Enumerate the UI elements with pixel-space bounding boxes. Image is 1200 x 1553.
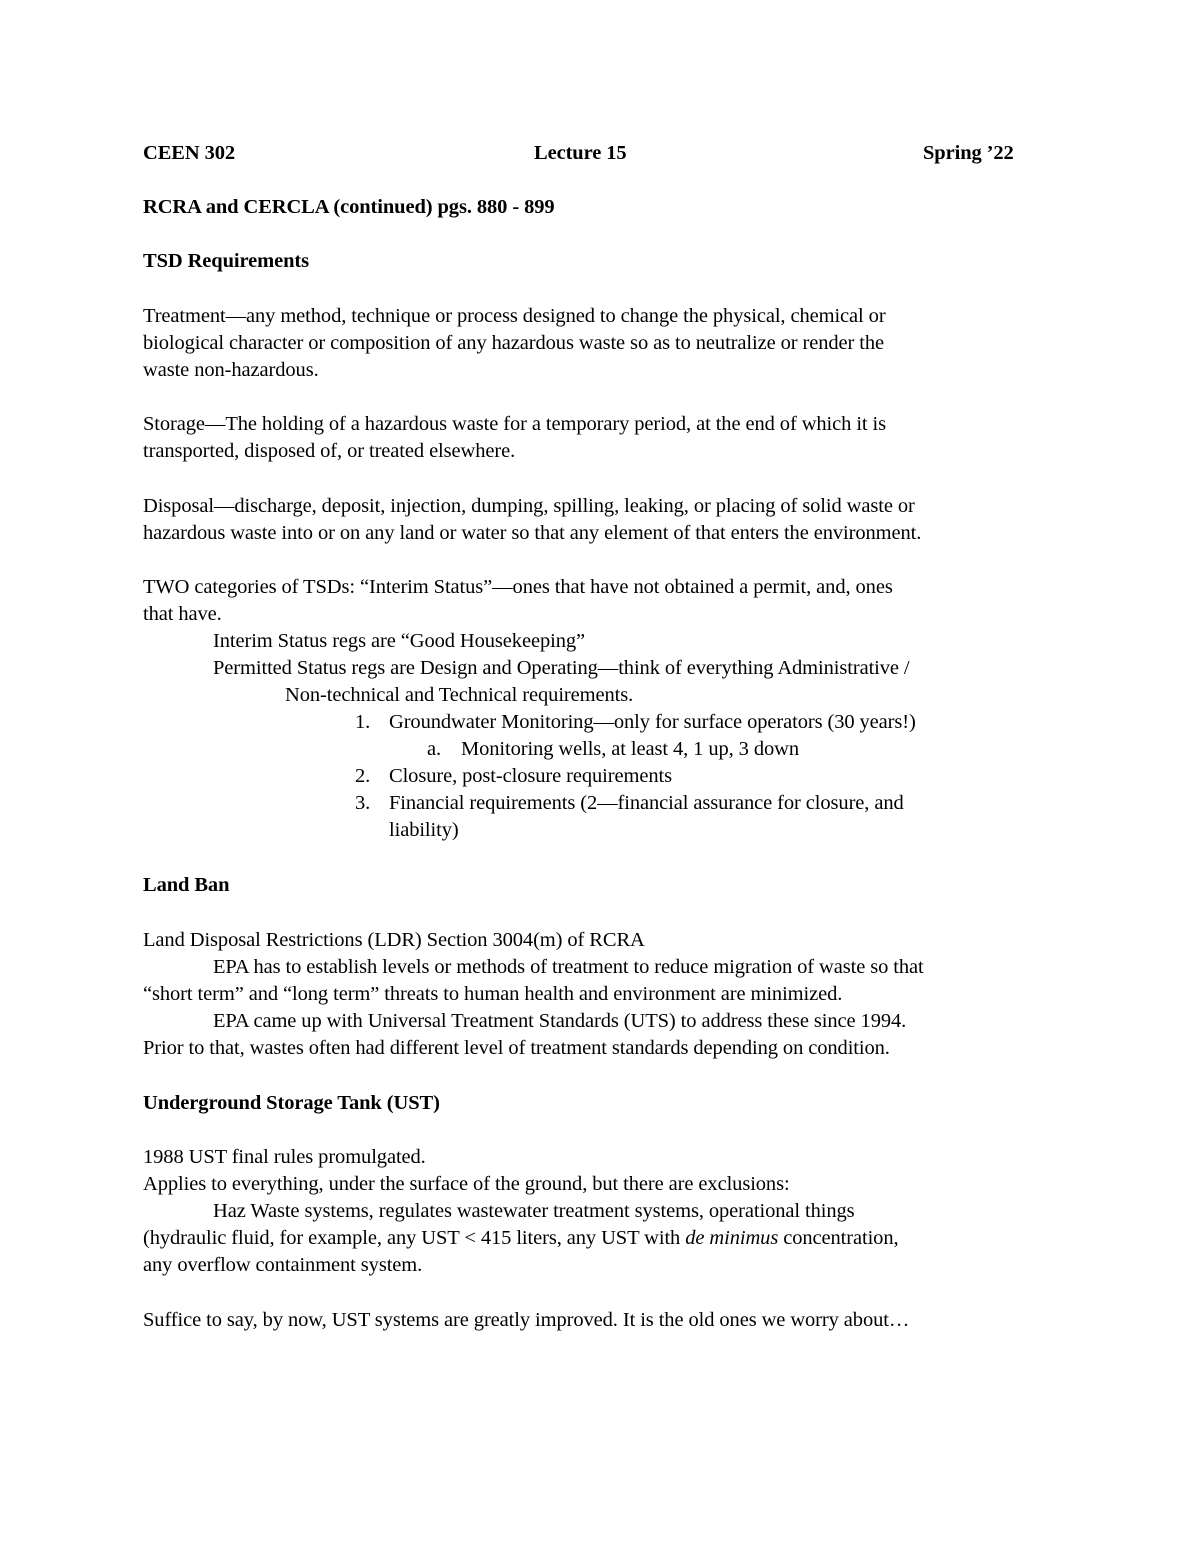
treatment-line-3: waste non-hazardous.	[143, 359, 319, 381]
term: Spring ’22	[923, 142, 1014, 164]
categories-line-1: TWO categories of TSDs: “Interim Status”—ones that have not obtained a permit, and, ones	[143, 576, 893, 598]
storage-line-2: transported, disposed of, or treated elsewhere.	[143, 440, 516, 462]
lecture-number: Lecture 15	[534, 142, 627, 164]
list-number: 2.	[355, 765, 371, 787]
land-ban-line-2: EPA has to establish levels or methods of treatment to reduce migration of waste so that	[213, 956, 924, 978]
land-ban-line-1: Land Disposal Restrictions (LDR) Section 3004(m) of RCRA	[143, 929, 645, 951]
land-ban-line-4: EPA came up with Universal Treatment Standards (UTS) to address these since 1994.	[213, 1010, 907, 1032]
land-ban-line-3: “short term” and “long term” threats to human health and environment are minimized.	[143, 983, 843, 1005]
treatment-line-2: biological character or composition of any hazardous waste so as to neutralize or render the	[143, 332, 885, 354]
list-item: Groundwater Monitoring—only for surface operators (30 years!)	[389, 711, 916, 733]
ust-line-4-start: (hydraulic fluid, for example, any UST < 415 liters, any UST with	[143, 1227, 686, 1249]
ust-line-4-end: concentration,	[778, 1227, 899, 1249]
disposal-line-2: hazardous waste into or on any land or water so that any element of that enters the environment.	[143, 522, 922, 544]
ust-line-2: Applies to everything, under the surface of the ground, but there are exclusions:	[143, 1173, 790, 1195]
list-item: Financial requirements (2—financial assurance for closure, and	[389, 792, 904, 814]
categories-line-2: that have.	[143, 603, 222, 625]
interim-status-line: Interim Status regs are “Good Housekeeping”	[213, 630, 585, 652]
document-title: RCRA and CERCLA (continued) pgs. 880 - 899	[143, 196, 555, 218]
ust-line-3: Haz Waste systems, regulates wastewater treatment systems, operational things	[213, 1200, 855, 1222]
ust-line-1: 1988 UST final rules promulgated.	[143, 1146, 426, 1168]
list-number: 3.	[355, 792, 371, 814]
list-number: 1.	[355, 711, 371, 733]
ust-summary: Suffice to say, by now, UST systems are greatly improved. It is the old ones we worry about…	[143, 1309, 910, 1331]
storage-line-1: Storage—The holding of a hazardous waste for a temporary period, at the end of which it is	[143, 413, 887, 435]
list-item: Monitoring wells, at least 4, 1 up, 3 down	[461, 738, 800, 760]
permitted-line-2: Non-technical and Technical requirements.	[285, 684, 634, 706]
ust-heading: Underground Storage Tank (UST)	[143, 1092, 440, 1114]
list-item-continuation: liability)	[389, 819, 459, 841]
course-code: CEEN 302	[143, 142, 236, 164]
land-ban-heading: Land Ban	[143, 874, 230, 896]
ust-line-4	[143, 1225, 899, 1252]
land-ban-line-5: Prior to that, wastes often had different level of treatment standards depending on condition.	[143, 1037, 890, 1059]
permitted-line-1: Permitted Status regs are Design and Operating—think of everything Administrative /	[213, 657, 910, 679]
treatment-line-1: Treatment—any method, technique or process designed to change the physical, chemical or	[143, 305, 886, 327]
ust-line-5: any overflow containment system.	[143, 1254, 423, 1276]
list-letter: a.	[427, 738, 442, 760]
list-item: Closure, post-closure requirements	[389, 765, 672, 787]
de-minimus-term: de minimus	[685, 1227, 779, 1249]
disposal-line-1: Disposal—discharge, deposit, injection, dumping, spilling, leaking, or placing of solid waste or	[143, 495, 915, 517]
tsd-heading: TSD Requirements	[143, 250, 310, 272]
